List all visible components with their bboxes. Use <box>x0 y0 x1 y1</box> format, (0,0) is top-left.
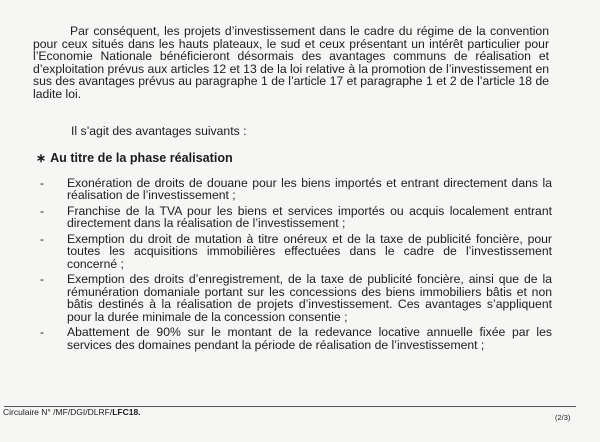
list-item <box>40 177 552 202</box>
advantages-list <box>40 177 552 354</box>
dash-bullet-icon: - <box>40 232 45 246</box>
list-item-text: Exemption du droit de mutation à titre onéreux et de la taxe de publicité foncière, pour toutes les acquisitions immobilières effectuées dans le cadre de l’investissement concerné ; <box>67 232 552 271</box>
list-item-text: Franchise de la TVA pour les biens et services importés ou acquis localement entrant directement dans la réalisation de l’investissement ; <box>67 204 552 231</box>
list-item-text: Abattement de 90% sur le montant de la redevance locative annuelle fixée par les services des domaines pendant la période de réalisation de l’investissement ; <box>67 325 552 352</box>
circular-reference <box>3 407 141 417</box>
circular-prefix: Circulaire N° <box>3 407 51 417</box>
dash-bullet-icon: - <box>40 325 45 340</box>
dash-bullet-icon: - <box>40 176 45 190</box>
list-item <box>40 326 552 351</box>
list-item <box>40 233 552 270</box>
circular-code: LFC18. <box>112 407 141 417</box>
dash-bullet-icon: - <box>40 272 45 287</box>
list-item-text: Exemption des droits d’enregistrement, de la taxe de publicité foncière, ainsi que de la rémunération domaniale portant sur les concessions des biens immobiliers bâtis et non bâtis destinés à la réalisation de projets d’investissement. Ces avantages s’appliquent pour la durée minimale de la concession consentie ; <box>67 272 552 324</box>
page-number: (2/3) <box>555 413 571 422</box>
list-item <box>40 273 552 323</box>
circular-path: /MF/DGI/DLRF/ <box>53 407 113 417</box>
section-heading-text: Au titre de la phase réalisation <box>50 151 233 165</box>
advantages-intro: Il s’agit des avantages suivants : <box>71 124 247 138</box>
list-item <box>40 205 552 230</box>
dash-bullet-icon: - <box>40 204 45 218</box>
intro-paragraph: Par conséquent, les projets d’investissement dans le cadre du régime de la convention pour ceux situés dans les hauts plateaux, le sud et ceux présentant un intérêt particulier pour l’Economie Nationale bénéficieront désormais des avantages communs de réalisation et d’exploitation prévus aux articles 12 et 13 de la loi relative à la promotion de l’investissement en sus des avantages prévus au paragraphe 1 de l’article 17 et paragraphe 1 et 2 de l’article 18 de ladite loi. <box>33 24 549 101</box>
list-item-text: Exonération de droits de douane pour les biens importés et entrant directement dans la réalisation de l’investissement ; <box>67 176 552 203</box>
scan-margin-mark <box>4 286 10 294</box>
asterisk-bullet-icon: ∗ <box>36 151 47 165</box>
section-heading <box>36 151 233 165</box>
